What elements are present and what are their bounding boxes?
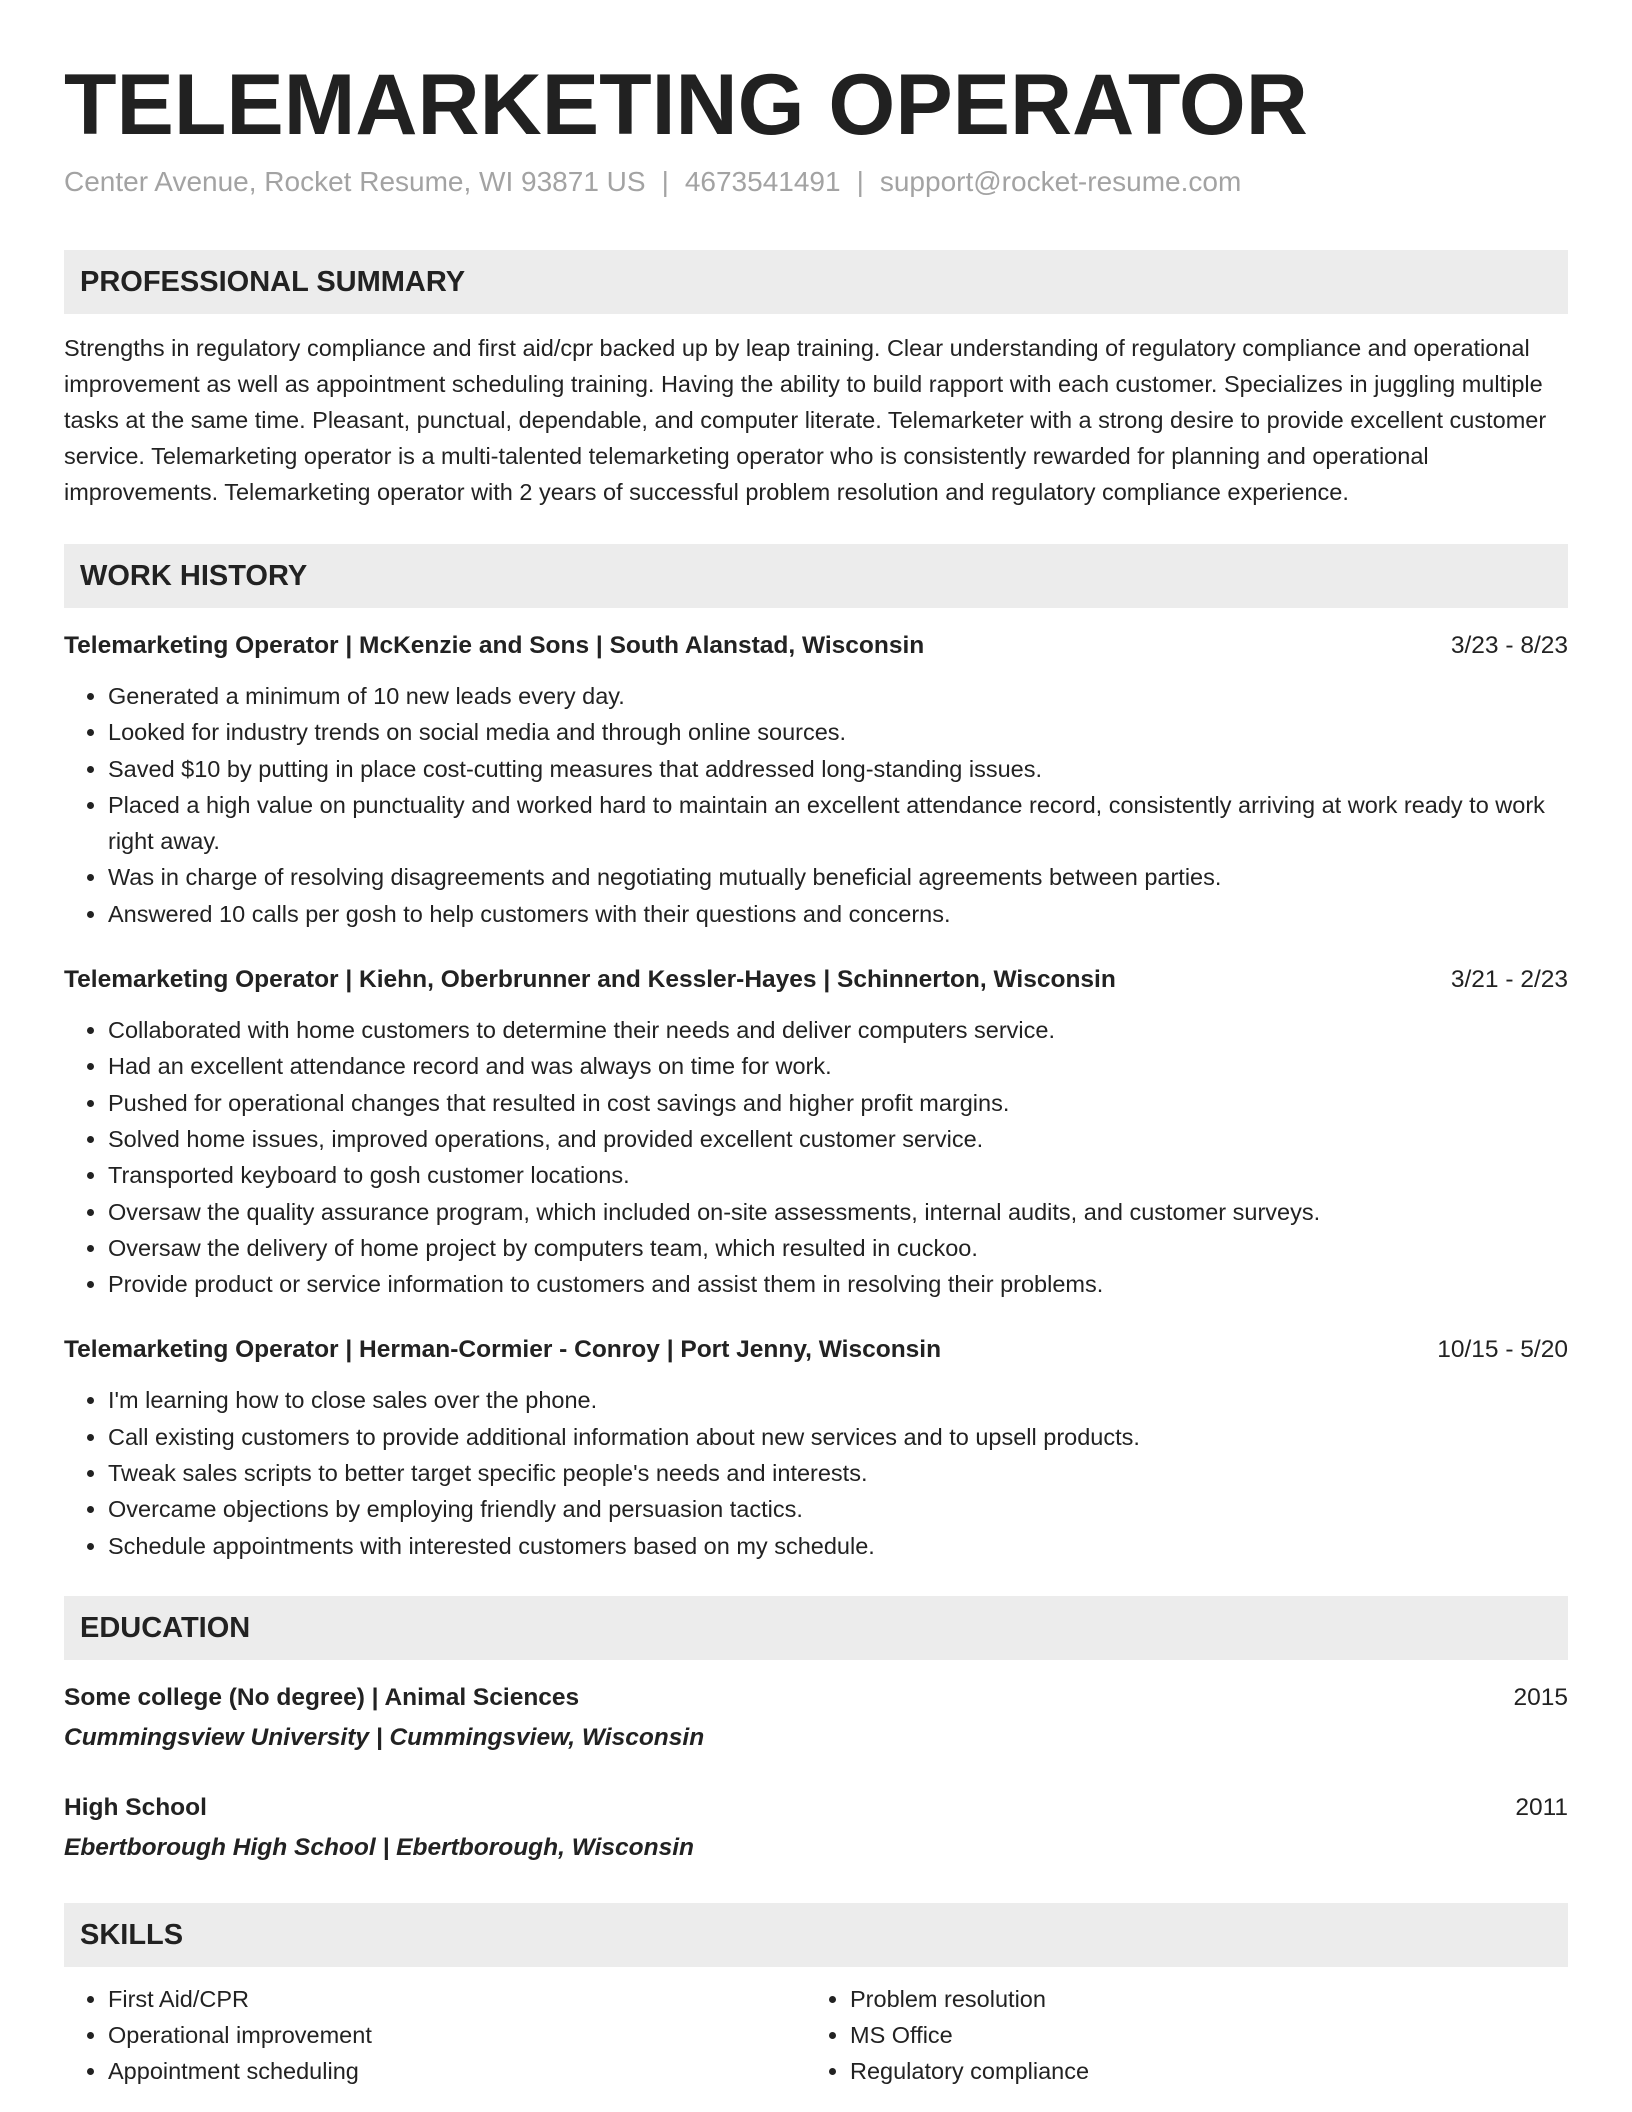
- skill-item: • Problem resolution: [850, 1981, 1548, 2017]
- job-title: Telemarketing Operator | Herman-Cormier - Conroy | Port Jenny, Wisconsin: [64, 1336, 942, 1364]
- education-section-heading: EDUCATION: [64, 1596, 1568, 1660]
- job-bullet: • I'm learning how to close sales over the phone.: [108, 1382, 1568, 1418]
- job-bullet: • Call existing customers to provide additional information about new services and to upsell products.: [108, 1419, 1568, 1455]
- job-bullet: • Generated a minimum of 10 new leads every day.: [108, 678, 1568, 714]
- job-dates: 10/15 - 5/20: [1437, 1336, 1568, 1364]
- job-entry: [64, 1332, 1568, 1563]
- job-entry: [64, 962, 1568, 1302]
- education-header: [64, 1680, 1568, 1716]
- job-bullet: • Collaborated with home customers to determine their needs and deliver computers service.: [108, 1012, 1568, 1048]
- job-dates: 3/21 - 2/23: [1450, 966, 1568, 994]
- job-header: [64, 628, 1568, 664]
- skills-column-left: [64, 1981, 806, 2089]
- job-bullet: • Was in charge of resolving disagreements and negotiating mutually beneficial agreements between parties.: [108, 859, 1568, 895]
- education-year: 2015: [1513, 1683, 1568, 1711]
- contact-phone: 4673541491: [684, 166, 841, 197]
- education-year: 2011: [1515, 1793, 1568, 1821]
- job-bullet: • Oversaw the quality assurance program, which included on-site assessments, internal audits, and customer surveys.: [108, 1194, 1568, 1230]
- education-degree: Some college (No degree) | Animal Sciences: [64, 1683, 580, 1711]
- contact-separator: |: [856, 166, 864, 197]
- skills-column-right: [806, 1981, 1548, 2089]
- work-history-section-heading: WORK HISTORY: [64, 544, 1568, 608]
- education-header: [64, 1790, 1568, 1826]
- education-entry: [64, 1790, 1568, 1866]
- education-school: Ebertborough High School | Ebertborough, Wisconsin: [64, 1833, 695, 1861]
- job-header: [64, 1332, 1568, 1368]
- contact-email: support@rocket-resume.com: [879, 166, 1242, 197]
- job-bullet: • Schedule appointments with interested customers based on my schedule.: [108, 1528, 1568, 1564]
- job-bullets: [64, 678, 1568, 932]
- job-bullets: [64, 1382, 1568, 1563]
- job-bullet: • Looked for industry trends on social media and through online sources.: [108, 714, 1568, 750]
- job-entry: [64, 628, 1568, 932]
- education-entry: [64, 1680, 1568, 1756]
- job-bullet: • Pushed for operational changes that resulted in cost savings and higher profit margins.: [108, 1085, 1568, 1121]
- job-bullet: • Oversaw the delivery of home project by computers team, which resulted in cuckoo.: [108, 1230, 1568, 1266]
- job-bullet: • Had an excellent attendance record and was always on time for work.: [108, 1048, 1568, 1084]
- resume-content: [64, 55, 1568, 2089]
- contact-separator: |: [661, 166, 669, 197]
- contact-address: Center Avenue, Rocket Resume, WI 93871 US: [64, 166, 646, 197]
- job-header: [64, 962, 1568, 998]
- job-bullet: • Solved home issues, improved operations, and provided excellent customer service.: [108, 1121, 1568, 1157]
- summary-text: Strengths in regulatory compliance and first aid/cpr backed up by leap training. Clear understanding of regulatory compliance and operational improvement as well as appointment scheduling training. Having the ability to build rapport with each customer. Specializes in juggling multiple tasks at the same time. Pleasant, punctual, dependable, and computer literate. Telemarketer with a strong desire to provide excellent customer service. Telemarketing operator is a multi-talented telemarketing operator who is consistently rewarded for planning and operational improvements. Telemarketing operator with 2 years of successful problem resolution and regulatory compliance experience.: [64, 335, 1547, 505]
- job-bullet: • Tweak sales scripts to better target specific people's needs and interests.: [108, 1455, 1568, 1491]
- skills-list: [64, 1981, 1568, 2089]
- summary-section-heading: PROFESSIONAL SUMMARY: [64, 250, 1568, 314]
- job-bullet: • Saved $10 by putting in place cost-cutting measures that addressed long-standing issues.: [108, 751, 1568, 787]
- education-degree: High School: [64, 1793, 207, 1821]
- job-title: Telemarketing Operator | McKenzie and Sons | South Alanstad, Wisconsin: [64, 632, 925, 659]
- job-bullet: • Transported keyboard to gosh customer locations.: [108, 1157, 1568, 1193]
- job-bullet: • Answered 10 calls per gosh to help customers with their questions and concerns.: [108, 896, 1568, 932]
- skill-item: • Operational improvement: [108, 2017, 806, 2053]
- job-bullet: • Placed a high value on punctuality and worked hard to maintain an excellent attendance record, consistently arriving at work ready to work right away.: [108, 787, 1568, 860]
- skill-item: • Appointment scheduling: [108, 2053, 806, 2089]
- candidate-name: TELEMARKETING OPERATOR: [64, 57, 1308, 153]
- skill-item: • MS Office: [850, 2017, 1548, 2053]
- skill-item: • First Aid/CPR: [108, 1981, 806, 2017]
- job-dates: 3/23 - 8/23: [1450, 632, 1568, 659]
- skills-section-heading: SKILLS: [64, 1903, 1568, 1967]
- education-school: Cummingsview University | Cummingsview, Wisconsin: [64, 1723, 705, 1751]
- job-title: Telemarketing Operator | Kiehn, Oberbrunner and Kessler-Hayes | Schinnerton, Wisconsin: [64, 966, 1116, 994]
- skill-item: • Regulatory compliance: [850, 2053, 1548, 2089]
- job-bullet: • Overcame objections by employing friendly and persuasion tactics.: [108, 1491, 1568, 1527]
- job-bullets: [64, 1012, 1568, 1302]
- job-bullet: • Provide product or service information to customers and assist them in resolving their problems.: [108, 1266, 1568, 1302]
- contact-line: [64, 165, 1568, 199]
